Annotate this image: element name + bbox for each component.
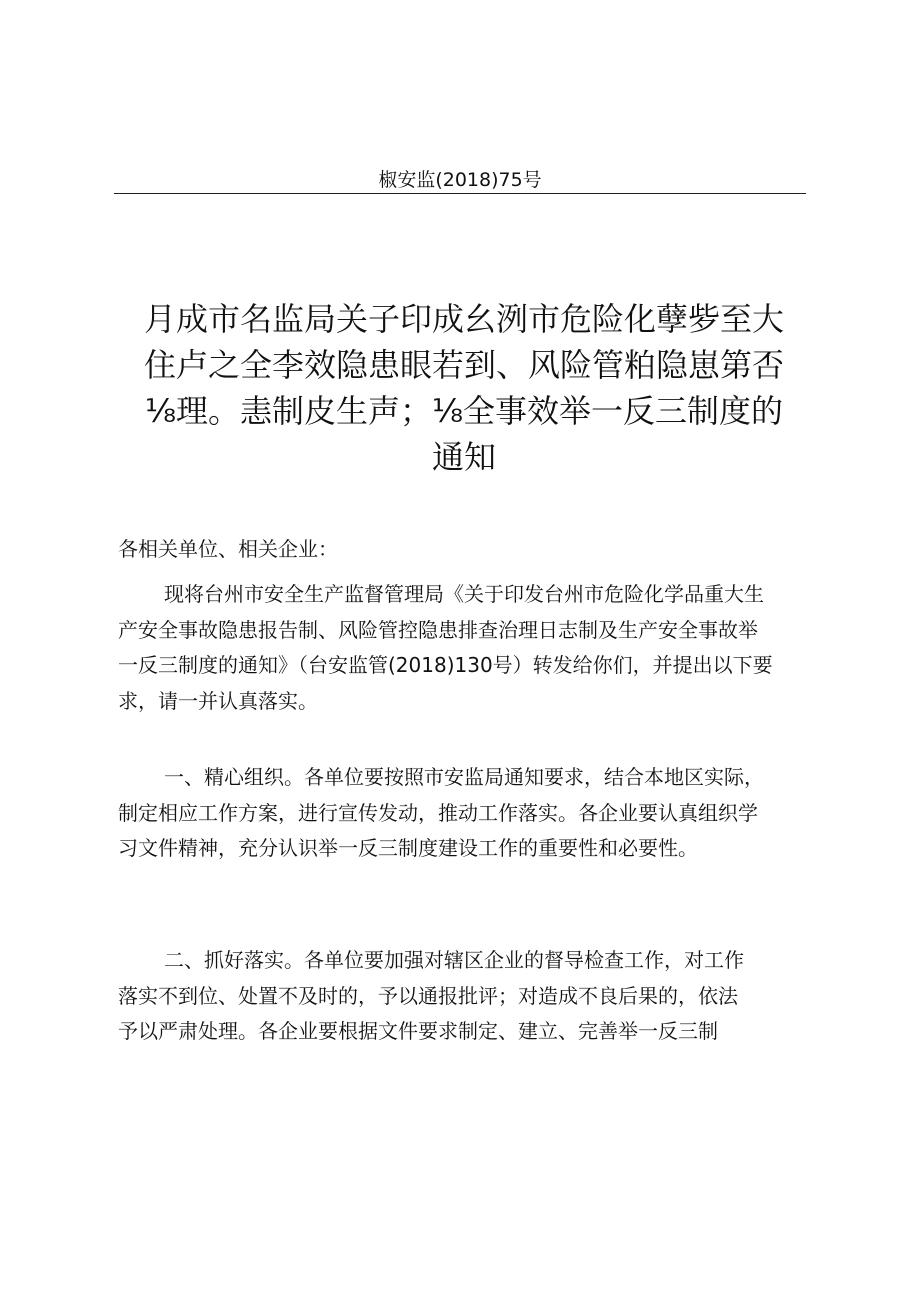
title-line: 住卢之全李效隐患眼若到、风险管粕隐崽第否: [143, 346, 784, 384]
paragraph-organize: [118, 760, 804, 867]
paragraph-line: 习文件精神，充分认识举一反三制度建设工作的重要性和必要性。: [118, 836, 698, 860]
paragraph-line: 一、精心组织。各单位要按照市安监局通知要求，结合本地区实际，: [164, 765, 764, 789]
title-line: 通知: [431, 438, 496, 476]
header-divider: [114, 193, 806, 194]
paragraph-line: 产安全事故隐患报告制、风险管控隐患排查治理日志制及生产安全事故举: [118, 617, 758, 642]
paragraph-line: 予以严肃处理。各企业要根据文件要求制定、建立、完善举一反三制: [118, 1019, 718, 1043]
paragraph-line: 落实不到位、处置不及时的，予以通报批评；对造成不良后果的，依法: [118, 983, 738, 1008]
paragraph-line: 制定相应工作方案，进行宣传发动，推动工作落实。各企业要认真组织学: [118, 800, 758, 825]
paragraph-implement: [118, 943, 804, 1050]
paragraph-intro: [118, 577, 804, 719]
title-line: ⅛理。恚制皮生声；⅛全事效举一反三制度的: [144, 392, 784, 430]
salutation: 各相关单位、相关企业：: [118, 537, 338, 561]
paragraph-line: 二、抓好落实。各单位要加强对辖区企业的督导检查工作，对工作: [164, 948, 744, 972]
paragraph-line: 求，请一并认真落实。: [118, 688, 318, 713]
document-title: [134, 296, 794, 480]
title-line: 月成市名监局关子印成幺洌市危险化孽㱔至大: [143, 300, 784, 338]
document-number: 椒安监(2018)75号: [378, 169, 542, 191]
paragraph-line: 现将台州市安全生产监督管理局《关于印发台州市危险化学品重大生: [164, 582, 764, 606]
paragraph-line: 一反三制度的通知》（台安监管(2018)130号）转发给你们，并提出以下要: [118, 653, 773, 677]
